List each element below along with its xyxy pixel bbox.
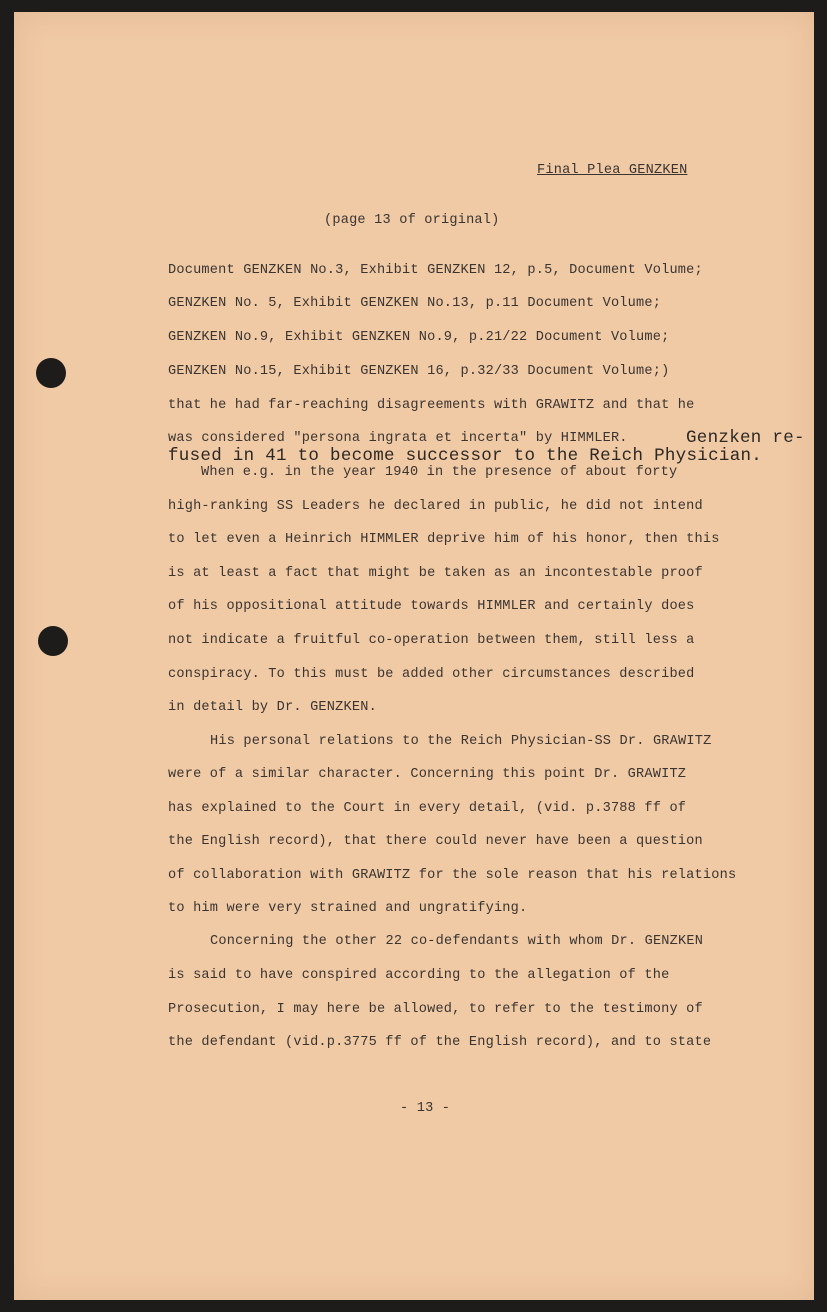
body-line: is at least a fact that might be taken as an incontestable proof — [168, 566, 703, 581]
body-line: of collaboration with GRAWITZ for the sole reason that his relations — [168, 868, 737, 883]
body-line: the English record), that there could never have been a question — [168, 834, 703, 849]
body-line: high-ranking SS Leaders he declared in public, he did not intend — [168, 499, 703, 514]
body-line: to let even a Heinrich HIMMLER deprive him of his honor, then this — [168, 532, 720, 547]
body-line: that he had far-reaching disagreements with GRAWITZ and that he — [168, 398, 695, 413]
body-line: Document GENZKEN No.3, Exhibit GENZKEN 12, p.5, Document Volume; — [168, 263, 703, 278]
typed-insert-line: Genzken re- — [686, 428, 805, 448]
body-line: is said to have conspired according to the allegation of the — [168, 968, 670, 983]
body-line: conspiracy. To this must be added other circumstances described — [168, 667, 695, 682]
body-line: GENZKEN No.9, Exhibit GENZKEN No.9, p.21/22 Document Volume; — [168, 330, 670, 345]
body-line: Prosecution, I may here be allowed, to refer to the testimony of — [168, 1002, 703, 1017]
punch-hole — [36, 358, 66, 388]
body-line: Concerning the other 22 co-defendants with whom Dr. GENZKEN — [210, 934, 704, 949]
body-line: in detail by Dr. GENZKEN. — [168, 700, 377, 715]
body-line: GENZKEN No. 5, Exhibit GENZKEN No.13, p.11 Document Volume; — [168, 296, 662, 311]
body-line: to him were very strained and ungratifying. — [168, 901, 528, 916]
body-line: not indicate a fruitful co-operation between them, still less a — [168, 633, 695, 648]
page-number: - 13 - — [400, 1101, 451, 1116]
body-line: was considered "persona ingrata et incerta" by HIMMLER. — [168, 431, 628, 446]
document-header: Final Plea GENZKEN — [537, 163, 688, 178]
page-note: (page 13 of original) — [324, 213, 500, 228]
typed-insert-line: fused in 41 to become successor to the Reich Physician. — [168, 446, 763, 466]
body-line: has explained to the Court in every detail, (vid. p.3788 ff of — [168, 801, 687, 816]
punch-hole — [38, 626, 68, 656]
body-line: were of a similar character. Concerning this point Dr. GRAWITZ — [168, 767, 687, 782]
body-line: His personal relations to the Reich Physician-SS Dr. GRAWITZ — [210, 734, 712, 749]
body-line: of his oppositional attitude towards HIMMLER and certainly does — [168, 599, 695, 614]
body-line: When e.g. in the year 1940 in the presence of about forty — [201, 465, 678, 480]
body-line: the defendant (vid.p.3775 ff of the English record), and to state — [168, 1035, 712, 1050]
body-line: GENZKEN No.15, Exhibit GENZKEN 16, p.32/33 Document Volume;) — [168, 364, 670, 379]
document-page — [14, 12, 814, 1300]
